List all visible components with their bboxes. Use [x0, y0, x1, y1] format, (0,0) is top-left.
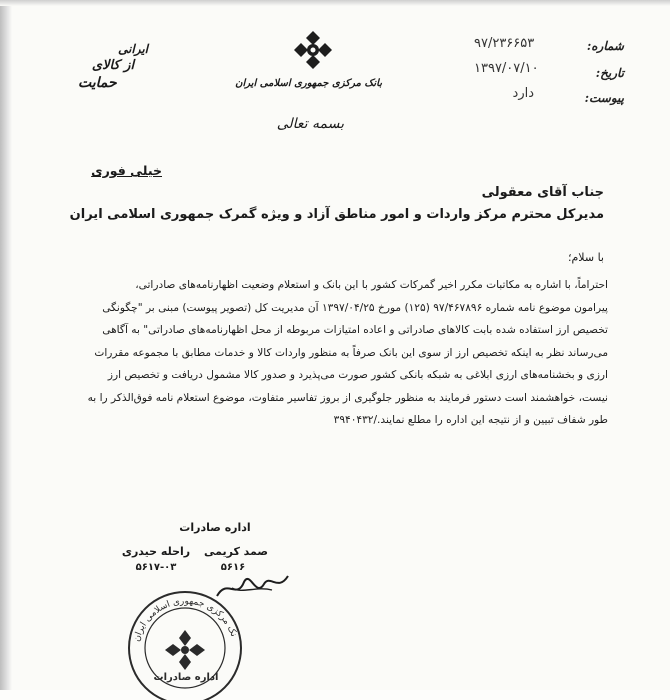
signer-1-code: ۵۶۱۶: [220, 562, 246, 573]
recipient-title: جناب آقای معقولی: [481, 185, 604, 200]
attachment-label: پیوست:: [584, 91, 624, 105]
bank-logo-icon: [293, 30, 333, 70]
scan-shadow-left: [0, 0, 12, 690]
slogan-line-3: حمایت: [78, 75, 117, 91]
body-line: پیرامون موضوع نامه شماره ۹۷/۴۶۷۸۹۶ (۱۲۵) مورخ ۱۳۹۷/۰۴/۲۵ آن مدیریت کل (تصویر پیوست) مبنی بر "چگونگی: [102, 301, 608, 314]
signer-2-name: راحله حیدری: [121, 545, 191, 558]
urgency-label: خیلی فوری: [91, 163, 162, 178]
body-line: احتراماً، با اشاره به مکاتبات مکرر اخیر گمرکات کشور با این بانک و استعلام وضعیت اظهارنامه‌های صادراتی،: [135, 279, 608, 291]
invocation: بسمه تعالی: [276, 116, 344, 132]
number-value: ۹۷/۲۳۶۶۵۳: [474, 36, 535, 51]
stamp-bottom-text: اداره صادرات: [153, 672, 219, 683]
bank-name: بانک مرکزی جمهوری اسلامی ایران: [235, 78, 382, 89]
slogan-line-2: از کالای: [91, 58, 135, 73]
scan-shadow-top: [0, 0, 670, 6]
greeting: با سلام؛: [568, 251, 604, 264]
slogan-block: [78, 42, 148, 92]
signer-1-name: صمد کریمی: [203, 545, 269, 558]
body-line: نیست، خواهشمند است دستور فرمایند به منظور جلوگیری از بروز تفاسیر متفاوت، موضوع استعلام نامه فوق‌الذکر را به: [87, 391, 608, 404]
number-label: شماره:: [586, 39, 624, 53]
stamp-arc-text: نک مرکزی جمهوری اسلامی ایران: [132, 596, 239, 643]
signer-2-code: ۵۶۱۷-۰۳: [135, 562, 177, 573]
attachment-value: دارد: [512, 86, 534, 101]
body-line: می‌رساند نظر به اینکه تخصیص ارز از سوی این بانک صرفاً به منظور واردات کالا و خدمات مطابق با مجموعه مقررات: [94, 346, 608, 359]
recipient-position: مدیرکل محترم مرکز واردات و امور مناطق آزاد و ویژه گمرک جمهوری اسلامی ایران: [69, 207, 604, 222]
body-line: ارزی و بخشنامه‌های ارزی ابلاغی به شبکه بانکی کشور صورت می‌پذیرد و صدور کالا مشمول دریافت و تخصیص ارز: [107, 369, 608, 381]
slogan-line-1: ایرانی: [118, 42, 148, 56]
department-name: اداره صادرات: [179, 521, 251, 534]
body-line: طور شفاف تبیین و از نتیجه این اداره را مطلع نمایند./۳۹۴۰۴۳۲: [333, 414, 608, 426]
date-value: ۱۳۹۷/۰۷/۱۰: [474, 61, 539, 76]
letter-body: [68, 274, 608, 432]
date-label: تاریخ:: [595, 66, 624, 80]
body-line: تخصیص ارز استفاده شده بابت کالاهای صادراتی و اعاده امتیازات مربوطه از محل اظهارنامه‌های صادراتی" به آگاهی: [102, 324, 608, 336]
